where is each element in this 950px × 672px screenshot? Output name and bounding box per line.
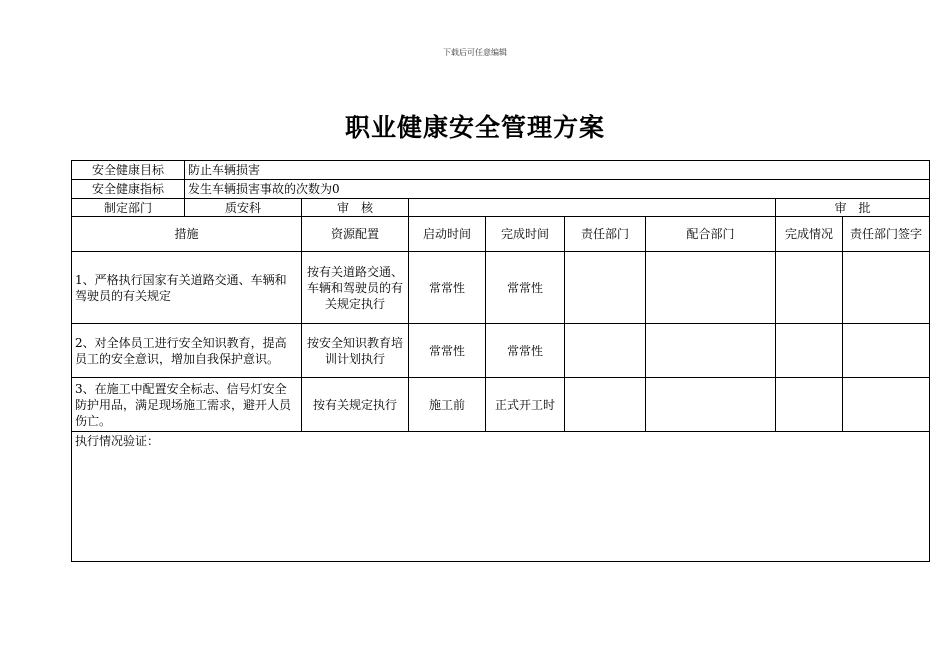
finish-cell: 正式开工时 (486, 378, 565, 432)
col-measure: 措施 (72, 217, 302, 252)
review-value (409, 199, 776, 217)
target-value: 防止车辆损害 (185, 161, 930, 180)
responsible-cell (565, 252, 646, 324)
table-row (72, 252, 930, 324)
measure-cell: 2、对全体员工进行安全知识教育，提高员工的安全意识，增加自我保护意识。 (72, 324, 302, 378)
start-cell: 常常性 (409, 252, 486, 324)
measure-cell: 3、在施工中配置安全标志、信号灯安全防护用品，满足现场施工需求，避开人员伤亡。 (72, 378, 302, 432)
finish-cell: 常常性 (486, 252, 565, 324)
col-signature: 责任部门签字 (843, 217, 930, 252)
start-cell: 常常性 (409, 324, 486, 378)
resource-cell: 按安全知识教育培训计划执行 (302, 324, 409, 378)
signature-cell (843, 252, 930, 324)
dept-value: 质安科 (185, 199, 302, 217)
status-cell (776, 378, 843, 432)
dept-label: 制定部门 (72, 199, 185, 217)
col-start-time: 启动时间 (409, 217, 486, 252)
column-header-row (72, 217, 930, 252)
header-note: 下载后可任意编辑 (443, 48, 507, 57)
col-cooperating-dept: 配合部门 (646, 217, 776, 252)
indicator-row (72, 180, 930, 199)
col-finish-time: 完成时间 (486, 217, 565, 252)
review-label: 审 核 (302, 199, 409, 217)
verification-cell: 执行情况验证： (72, 432, 930, 562)
cooperating-cell (646, 324, 776, 378)
indicator-label: 安全健康指标 (72, 180, 185, 199)
resource-cell: 按有关道路交通、车辆和驾驶员的有关规定执行 (302, 252, 409, 324)
management-plan-table (71, 160, 930, 562)
cooperating-cell (646, 252, 776, 324)
table-row (72, 378, 930, 432)
signature-cell (843, 324, 930, 378)
target-row (72, 161, 930, 180)
status-cell (776, 324, 843, 378)
indicator-value: 发生车辆损害事故的次数为0 (185, 180, 930, 199)
document-title: 职业健康安全管理方案 (344, 113, 605, 142)
approval-row (72, 199, 930, 217)
verification-row (72, 432, 930, 562)
col-resource: 资源配置 (302, 217, 409, 252)
responsible-cell (565, 378, 646, 432)
finish-cell: 常常性 (486, 324, 565, 378)
status-cell (776, 252, 843, 324)
responsible-cell (565, 324, 646, 378)
col-completion-status: 完成情况 (776, 217, 843, 252)
signature-cell (843, 378, 930, 432)
approve-label: 审 批 (776, 199, 930, 217)
cooperating-cell (646, 378, 776, 432)
measure-cell: 1、严格执行国家有关道路交通、车辆和驾驶员的有关规定 (72, 252, 302, 324)
table-row (72, 324, 930, 378)
target-label: 安全健康目标 (72, 161, 185, 180)
start-cell: 施工前 (409, 378, 486, 432)
resource-cell: 按有关规定执行 (302, 378, 409, 432)
col-responsible-dept: 责任部门 (565, 217, 646, 252)
